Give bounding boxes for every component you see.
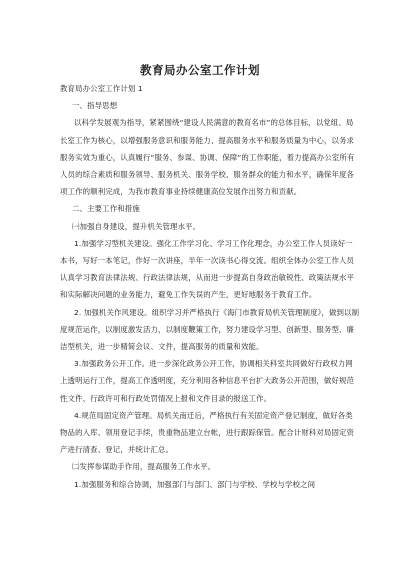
document-subtitle: 教育局办公室工作计划 1: [60, 84, 143, 93]
document-body: [60, 80, 360, 493]
document-title: 教育局办公室工作计划: [140, 63, 260, 77]
section-heading: 一、指导思想: [72, 101, 118, 111]
subsection-heading: ㈡发挥参谋助手作用，提高服务工作水平。: [72, 462, 216, 472]
paragraph: 4.规范局固定资产管理。局机关南迁后，严格执行有关固定资产登记制度，做好各类物品的入库、领用登记手续，贵重物品建立台帐，进行跟踪保管。配合计财科对局固定资产进行清查、登记，并统计汇总。: [60, 410, 355, 455]
paragraph: 2. 加强机关作风建设。组织学习并严格执行《海门市教育局机关管理制度》，做到以制度规范运作，以制度激发活力，以制度鞭策工作，努力建设学习型、创新型、服务型、廉洁型机关，进一步精简会议、文件，提高服务的质量和效能。: [60, 307, 360, 352]
paragraph: 3.加强政务公开工作。进一步深化政务公开工作，协调相关科室共同做好行政权力网上透明运行工作，提高工作透明度，充分利用各种信息平台扩大政务公开范围，做好规范性文件、行政许可和行政处罚情况上报和文件目录的报送工作。: [60, 359, 355, 403]
paragraph: 以科学发展观为指导，紧紧围绕“建设人民满意的教育名市”的总体目标，以党组、局长室工作为核心，以增强服务意识和服务能力、提高服务水平和服务质量为中心，以务求服务实效为重心，认真履行“服务、参谋、协调、保障”的工作职能，着力提高办公室所有人员的综合素质和服务领导、服务机关、服务学校、服务群众的能力和水平，确保年度各项工作的顺利完成，为我市教育事业持续健康高位发展作出努力和贡献。: [60, 118, 355, 197]
subsection-heading: ㈠加强自身建设，提升机关管理水平。: [72, 221, 201, 231]
paragraph: 1.加强学习型机关建设。强化工作学习化、学习工作化理念，办公室工作人员读好一本书，写好一本笔记，作好一次讲座，半年一次读书心得交流。组织全体办公室工作人员认真学习教育法律法规、行政法律法规，从而进一步提高自身政治敏锐性、政策法规水平和实际解决问题的业务能力，避免工作失误的产生，更好地服务于教育工作。: [60, 238, 355, 300]
paragraph: 1.加强服务和综合协调，加强部门与部门、部门与学校、学校与学校之间: [74, 479, 316, 489]
section-heading: 二、主要工作和措施: [72, 204, 140, 214]
